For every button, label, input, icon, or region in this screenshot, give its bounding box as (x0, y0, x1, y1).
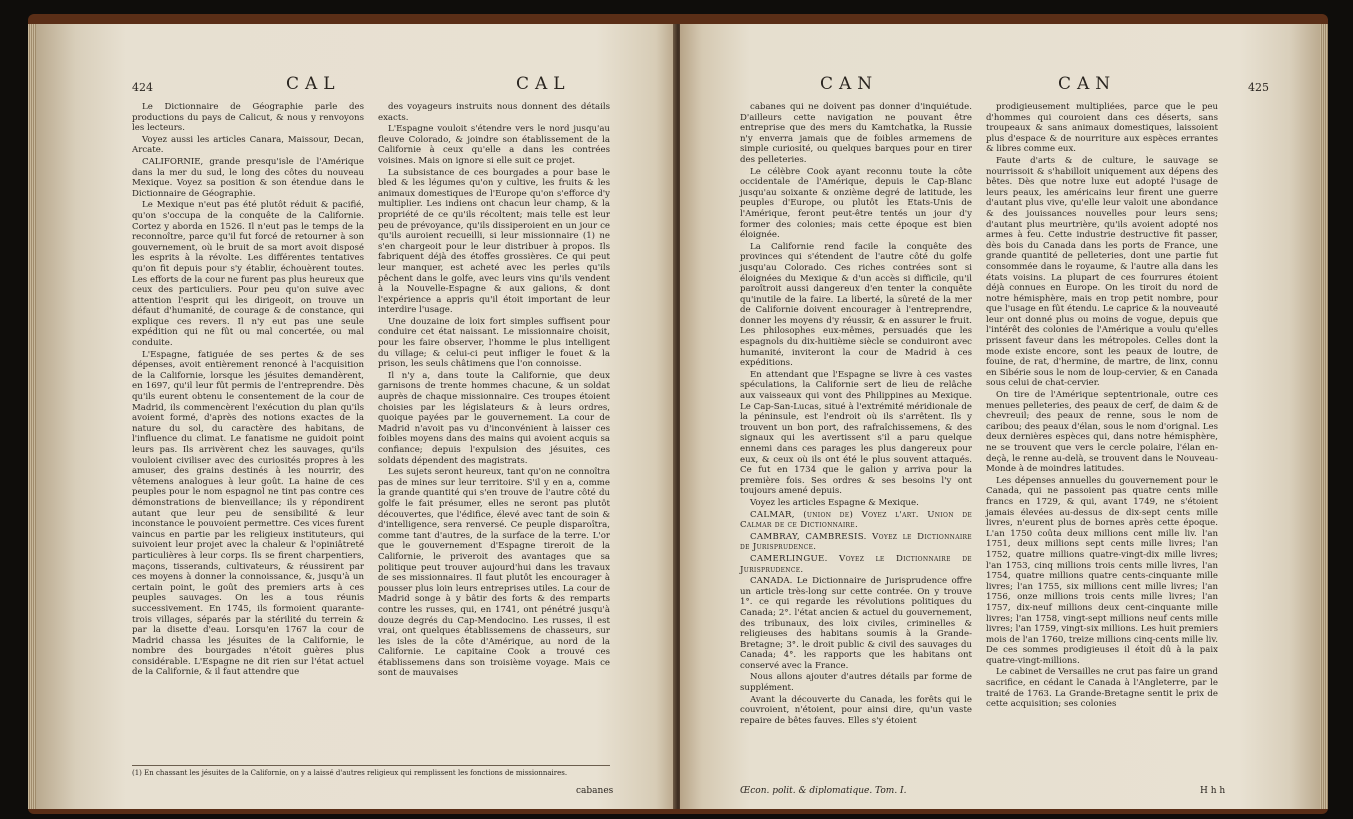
paragraph: Le célèbre Cook ayant reconnu toute la côte occidentale de l'Amérique, depuis le Cap-Blanc jusqu'au soixante & onzième degré de latitude, les peuples d'Europe, ou plutôt les Etats-Unis de l'Amérique, feront peut-être tentés un jour d'y former des colonies; mais cette époque est bien éloignée. (740, 166, 972, 241)
paragraph: La subsistance de ces bourgades a pour base le bled & les légumes qu'on y cultive, les fruits & les animaux domestiques de l'Europe qu'on s'efforce d'y multiplier. Les indiens ont chacun leur champ, & la propriété de ce qu'ils récoltent; mais telle est leur peu de prévoyance, qu'ils dissiperoient en un jour ce qu'ils auroient recueilli, si leur missionnaire (1) ne s'en chargeoit pour le leur distribuer à propos. Ils fabriquent déjà des étoffes grossières. Ce qui peut leur manquer, est acheté avec les perles qu'ils pêchent dans le golfe, avec leurs vins qu'ils vendent à la Nouvelle-Espagne & aux galions, & dont l'expérience a appris qu'il étoit important de leur interdire l'usage. (378, 167, 610, 316)
page-number: 424 (132, 81, 153, 94)
text-column-2 (378, 102, 610, 680)
open-book (28, 14, 1328, 814)
footnote: (1) En chassant les jésuites de la Californie, on y a laissé d'autres religieux qui remplissent les fonctions de missionnaires. (132, 765, 610, 778)
paragraph: Le cabinet de Versailles ne crut pas faire un grand sacrifice, en cédant le Canada à l'Angleterre, par le traité de 1763. La Grande-Bretagne sentit le prix de cette acquisition; ses colonies (986, 667, 1218, 710)
paragraph: L'Espagne vouloit s'étendre vers le nord jusqu'au fleuve Colorado, & joindre son établissement de la Californie à ceux qu'elle a dans les contrées voisines. Mais on ignore si elle suit ce projet. (378, 124, 610, 166)
paragraph: CAMBRAY, CAMBRESIS. Voyez le Dictionnaire de Jurisprudence. (740, 531, 972, 553)
signature-mark: H h h (1200, 786, 1226, 796)
paragraph: Les sujets seront heureux, tant qu'on ne connoîtra pas de mines sur leur territoire. S'il y en a, comme la grande quantité qui s'en trouve de l'autre côté du golfe le fait présumer, elles ne seront pas plutôt découvertes, que l'édifice, élevé avec tant de soin & d'intelligence, sera renversé. Ce peuple disparoîtra, comme tant d'autres, de la surface de la terre. L'or que le gouvernement d'Espagne tireroit de la Californie, le priveroit des avantages que sa politique peut trouver aujourd'hui dans les travaux de ses missionnaires. Il faut plutôt les encourager à pousser plus loin leurs entreprises utiles. La cour de Madrid songe à y bâtir des forts & des remparts contre les russes, qui, en 1741, ont pénétré jusqu'à douze degrés du Cap-Mendocino. Les russes, il est vrai, ont quelques établissemens de chasseurs, sur les isles de la côte d'Amérique, au nord de la Californie. Le capitaine Cook a trouvé ces établissemens dans son troisième voyage. Mais ce sont de mauvaises (378, 467, 610, 679)
paragraph: Voyez les articles Espagne & Mexique. (750, 497, 919, 508)
signature-line: Œcon. polit. & diplomatique. Tom. I. (740, 786, 907, 796)
running-head: CAN (820, 74, 879, 94)
paragraph: prodigieusement multipliées, parce que le peu d'hommes qui couroient dans ces déserts, sans troupeaux & sans animaux domestiques, laissoient plus d'espace & de nourriture aux espèces errantes & libres comme eux. (986, 102, 1218, 155)
paragraph: CALMAR, (union de) Voyez l'art. Union de Calmar de ce Dictionnaire. (740, 509, 972, 531)
paragraph: CANADA. Le Dictionnaire de Jurisprudence offre un article très-long sur cette contrée. On y trouve 1°. ce qui regarde les révolutions politiques du Canada; 2°. l'état ancien & actuel du gouvernement, des tribunaux, des loix civiles, criminelles & religieuses des habitans soumis à la Grande-Bretagne; 3°. le droit public & civil des sauvages du Canada; 4°. les rapports que les habitans ont conservé avec la France. (740, 576, 972, 671)
paragraph: Une douzaine de loix fort simples suffisent pour conduire cet état naissant. Le missionnaire choisit, pour les faire observer, l'homme le plus intelligent du village; & celui-ci peut infliger le fouet & la prison, les seuls châtimens que l'on connoisse. (378, 316, 610, 370)
paragraph: cabanes qui ne doivent pas donner d'inquiétude. D'ailleurs cette navigation ne pouvant être entreprise que des mers du Kamtchatka, la Russie n'y enverra jamais que de foibles armemens de simple curiosité, ou quelques barques pour en tirer des pelleteries. (740, 102, 972, 165)
paragraph: Faute d'arts & de culture, le sauvage se nourrissoit & s'habilloit uniquement aux dépens des bêtes. Dès que notre luxe eut adopté l'usage de leurs peaux, les américains leur firent une guerre d'autant plus vive, qu'elle leur valoit une abondance & des jouissances nouvelles pour leurs sens; d'autant plus meurtrière, qu'ils avoient adopté nos armes à feu. Cette industrie destructive fit passer, dès bois du Canada dans les ports de France, une grande quantité de pelleteries, dont une partie fut consommée dans le royaume, & l'autre alla dans les états voisins. La plupart de ces fourrures étoient déjà connues en Europe. On les tiroit du nord de notre hémisphère, mais en trop petit nombre, pour que l'usage en fût étendu. Le caprice & la nouveauté leur ont donné plus ou moins de vogue, depuis que l'intérêt des colonies de l'Amérique a voulu qu'elles prissent faveur dans les métropoles. Celles dont la mode existe encore, sont les peaux de loutre, de fouine, de rat, d'hermine, de martre, de linx, connu en Sibérie sous le nom de loup-cervier, & en Canada sous celui de chat-cervier. (986, 155, 1218, 389)
catchword: cabanes (576, 786, 614, 796)
text-column-1 (132, 102, 364, 679)
paragraph: L'Espagne, fatiguée de ses pertes & de ses dépenses, avoit entièrement renoncé à l'acquisition de la Californie, lorsque les jésuites demandèrent, en 1697, qu'il leur fût permis de l'entreprendre. Dès qu'ils eurent obtenu le consentement de la cour de Madrid, ils commencèrent l'exécution du plan qu'ils avoient formé, d'après des notions exactes de la nature du sol, du caractère des habitans, de l'influence du climat. Le fanatisme ne guidoit point leurs pas. Ils arrivèrent chez les sauvages, qu'ils vouloient civiliser avec des curiosités propres à les amuser, des grains destinés à les nourrir, des vêtemens analogues à leur goût. La haine de ces peuples pour le nom espagnol ne tint pas contre ces démonstrations de bienveillance; ils y répondirent autant que leur peu de sensibilité & leur inconstance le pouvoient permettre. Ces vices furent vaincus en partie par les religieux instituteurs, qui suivoient leur projet avec la chaleur & l'opiniâtreté particulières à leur corps. Ils se firent charpentiers, maçons, tisserands, cultivateurs, & réussirent par ces moyens à donner la connoissance, &, jusqu'à un certain point, le goût des premiers arts à ces peuples sauvages. On les a tous réunis successivement. En 1745, ils formoient quarante-trois villages, séparés par la stérilité du terrein & par la disette d'eau. Lorsqu'en 1767 la cour de Madrid chassa les jésuites de la Californie, le nombre des bourgades n'étoit guères plus considérable. L'Espagne ne dit rien sur l'état actuel de la Californie, & il faut attendre que (132, 349, 364, 678)
paragraph: Le Mexique n'eut pas été plutôt réduit & pacifié, qu'on s'occupa de la conquête de la Californie. Cortez y aborda en 1526. Il n'eut pas le temps de la reconnoître, parce qu'il fut forcé de retourner à son gouvernement, où le bruit de sa mort avoit disposé les esprits à la révolte. Les différentes tentatives qu'on fit depuis pour s'y établir, échouèrent toutes. Les efforts de la cour ne furent pas plus heureux que ceux des particuliers. Pour peu qu'on suive avec attention l'esprit qui les dirigeoit, on trouve un défaut d'humanité, de courage & de constance, qui explique ces revers. Il n'y eut pas une seule expédition qui ne fût ou mal concertée, ou mal conduite. (132, 200, 364, 349)
left-page (36, 24, 676, 809)
page-number: 425 (1248, 81, 1269, 94)
running-head: CAN (1058, 74, 1117, 94)
paragraph: des voyageurs instruits nous donnent des détails exacts. (378, 102, 610, 123)
paragraph: CALIFORNIE, grande presqu'isle de l'Amérique dans la mer du sud, le long des côtes du nouveau Mexique. Voyez sa position & son étendue dans le Dictionnaire de Géographie. (132, 156, 364, 199)
right-page (680, 24, 1320, 809)
running-head: CAL (516, 74, 571, 94)
page-edge-right (1320, 24, 1328, 809)
text-column-1 (740, 102, 972, 727)
paragraph: On tire de l'Amérique septentrionale, outre ces menues pelleteries, des peaux de cerf, de daim & de chevreuil; des peaux de renne, sous le nom de caribou; des peaux d'élan, sous le nom d'orignal. Les deux dernières espèces qui, dans notre hémisphère, ne se trouvent que vers le cercle polaire, l'élan en-deçà, le renne au-delà, se trouvent dans le Nouveau-Monde à de moindres latitudes. (986, 390, 1218, 475)
paragraph: Les dépenses annuelles du gouvernement pour le Canada, qui ne passoient pas quatre cents mille francs en 1729, & qui, avant 1749, ne s'étoient jamais élevées au-dessus de dix-sept cents mille livres, n'eurent plus de bornes après cette époque. L'an 1750 coûta deux millions cent mille liv. l'an 1751, deux millions sept cents mille livres; l'an 1752, quatre millions quatre-vingt-dix mille livres; l'an 1753, cinq millions trois cents mille livres, l'an 1754, quatre millions quatre cents-cinquante mille livres; l'an 1755, six millions cent mille livres; l'an 1756, onze millions trois cents mille livres; l'an 1757, dix-neuf millions deux cent-cinquante mille livres; l'an 1758, vingt-sept millions neuf cents mille livres; l'an 1759, vingt-six millions. Les huit premiers mois de l'an 1760, treize millions cinq-cents mille liv. De ces sommes prodigieuses il étoit dû à la paix quatre-vingt-millions. (986, 475, 1219, 666)
paragraph: Voyez aussi les articles Canara, Maissour, Decan, Arcate. (132, 134, 364, 156)
paragraph: Nous allons ajouter d'autres détails par forme de supplément. (740, 672, 972, 694)
page-edge-left (28, 24, 36, 809)
paragraph: Il n'y a, dans toute la Californie, que deux garnisons de trente hommes chacune, & un soldat auprès de chaque missionnaire. Ces troupes étoient choisies par les législateurs & à leurs ordres, quoique payées par le gouvernement. La cour de Madrid n'avoit pas vu d'inconvénient à laisser ces foibles moyens dans des mains qui avoient acquis sa confiance; depuis l'expulsion des jésuites, ces soldats dépendent des magistrats. (378, 370, 610, 466)
paragraph: La Californie rend facile la conquête des provinces qui s'étendent de l'autre côté du golfe jusqu'au Colorado. Ces riches contrées sont si éloignées du Mexique & d'un accès si difficile, qu'il paroîtroit aussi dangereux d'en tenter la conquête qu'inutile de la faire. La liberté, la sûreté de la mer de Californie doivent encourager à l'entreprendre, donner les moyens d'y réussir, & en assurer le fruit. Les philosophes eux-mêmes, persuadés que les espagnols du dix-huitième siècle se conduiront avec humanité, inviteront la cour de Madrid à ces expéditions. (740, 241, 972, 369)
paragraph: CAMERLINGUE. Voyez le Dictionnaire de Jurisprudence. (740, 553, 972, 575)
text-column-2 (986, 102, 1218, 711)
paragraph: Avant la découverte du Canada, les forêts qui le couvroient, n'étoient, pour ainsi dire, qu'un vaste repaire de bêtes fauves. Elles s'y étoient (740, 694, 972, 726)
running-head: CAL (286, 74, 341, 94)
paragraph: Le Dictionnaire de Géographie parle des productions du pays de Calicut, & nous y renvoyons les lecteurs. (132, 102, 364, 134)
paragraph: En attendant que l'Espagne se livre à ces vastes spéculations, la Californie sert de lieu de relâche aux vaisseaux qui vont des Philippines au Mexique. Le Cap-San-Lucas, situé à l'extrémité méridionale de la péninsule, est l'endroit où ils s'arrêtent. Ils y trouvent un bon port, des rafraîchissemens, & des signaux qui les avertissent s'il a paru quelque ennemi dans ces parages les plus dangereux pour eux, & ceux où ils ont été le plus souvent attaqués. Ce fut en 1734 que le galion y arriva pour la première fois. Ses ordres & ses besoins l'y ont toujours amené depuis. (740, 369, 972, 497)
